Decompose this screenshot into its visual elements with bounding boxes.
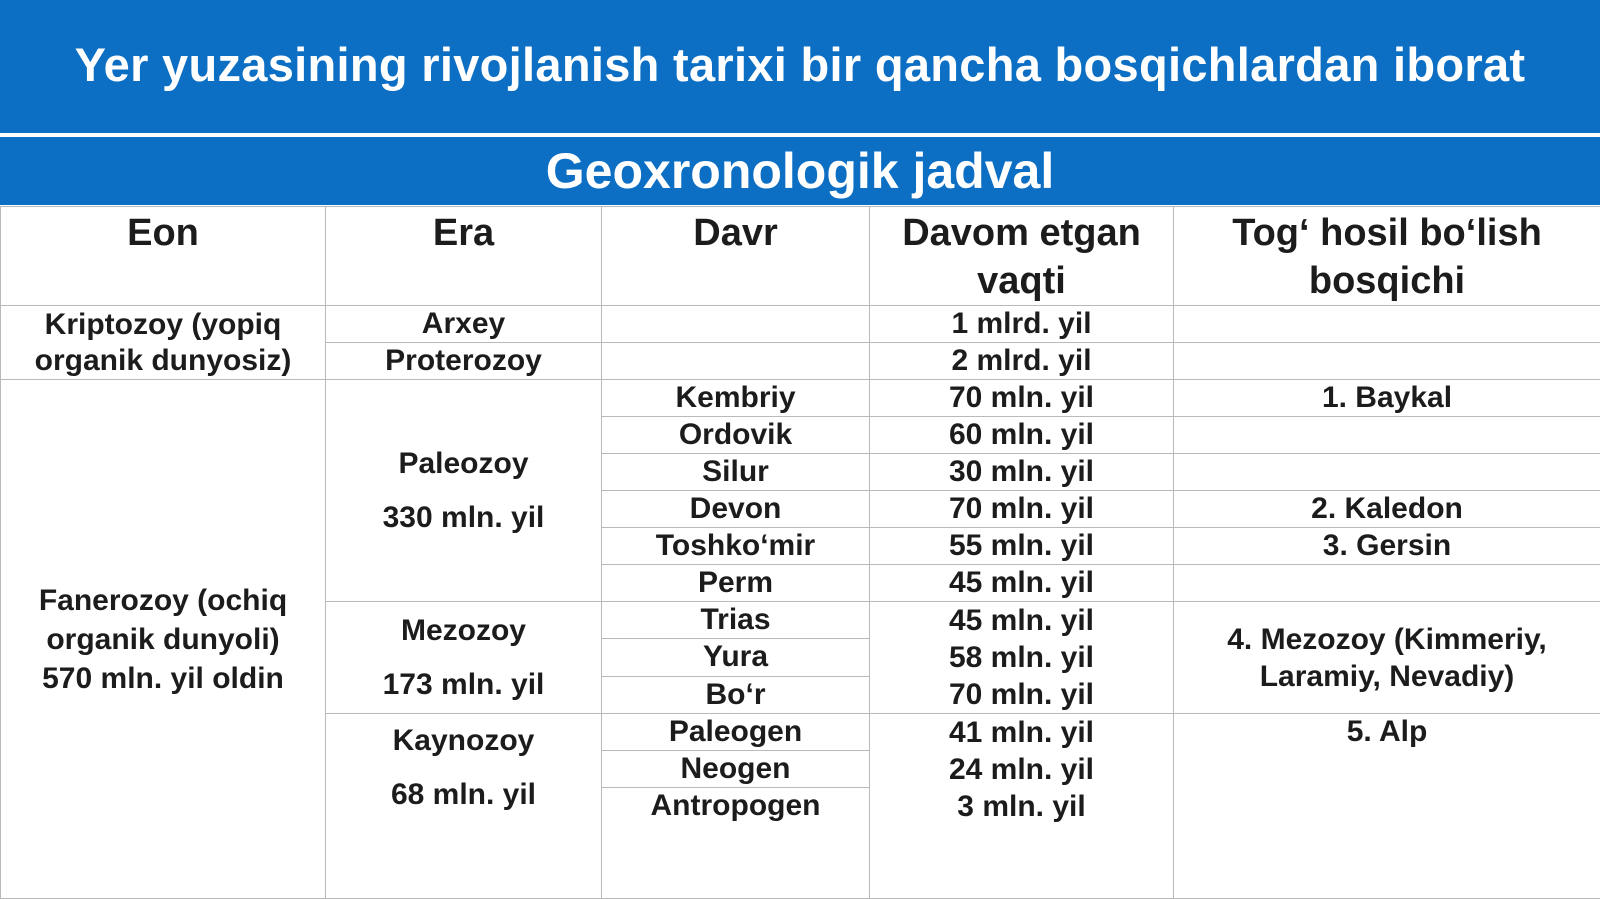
period-cell: Bo‘r [602,676,870,713]
period-cell: Devon [602,491,870,528]
era-arxey: Arxey [326,306,602,343]
duration-cell: 2 mlrd. yil [870,343,1174,380]
header-period: Davr [602,207,870,306]
period-empty [602,824,870,899]
table-row [1,306,1600,343]
duration-cell: 45 mln. yil [870,565,1174,602]
orogeny-empty [1174,565,1600,602]
header-orogeny: Tog‘ hosil bo‘lish bosqichi [1174,207,1600,306]
era-paleozoy [326,380,602,602]
period-cell: Neogen [602,751,870,788]
period-cell: Yura [602,639,870,676]
era-duration: 330 mln. yil [382,500,545,534]
duration-cell: 55 mln. yil [870,528,1174,565]
header-era: Era [326,207,602,306]
period-cell: Trias [602,602,870,639]
duration-cell: 70 mln. yil [870,491,1174,528]
eon-kriptozoy: Kriptozoy (yopiq organik dunyosiz) [1,306,326,380]
duration-cell: 24 mln. yil [948,753,1095,786]
era-duration: 173 mln. yil [382,667,545,701]
duration-cell: 70 mln. yil [870,380,1174,417]
orogeny-empty [1174,306,1600,343]
orogeny-cell: 2. Kaledon [1174,491,1600,528]
era-mezozoy [326,602,602,714]
header-row [1,207,1600,306]
orogeny-cell: 4. Mezozoy (Kimmeriy, Laramiy, Nevadiy) [1174,602,1600,714]
period-cell: Paleogen [602,714,870,751]
orogeny-cell: 1. Baykal [1174,380,1600,417]
era-name: Kaynozoy [392,724,535,757]
eon-fanerozoy: Fanerozoy (ochiq organik dunyoli) 570 mln. yil oldin [1,380,326,899]
period-empty [602,343,870,380]
orogeny-empty [1174,343,1600,380]
duration-cell: 3 mln. yil [957,790,1086,823]
period-cell: Perm [602,565,870,602]
table-row [1,380,1600,417]
period-cell: Kembriy [602,380,870,417]
period-cell: Silur [602,454,870,491]
orogeny-cell: 5. Alp [1174,714,1600,899]
period-empty [602,306,870,343]
page-title: Yer yuzasining rivojlanish tarixi bir qancha bosqichlardan iborat [0,0,1600,133]
era-kaynozoy [326,714,602,899]
orogeny-empty [1174,454,1600,491]
duration-group [870,714,1174,899]
duration-cell: 58 mln. yil [948,641,1095,674]
period-cell: Ordovik [602,417,870,454]
duration-group [870,602,1174,714]
geochronology-table [0,206,1600,899]
duration-cell: 41 mln. yil [948,716,1095,749]
period-cell: Antropogen [602,788,870,825]
table-title: Geoxronologik jadval [0,137,1600,205]
header-eon: Eon [1,207,326,306]
period-cell: Toshko‘mir [602,528,870,565]
duration-cell: 45 mln. yil [948,604,1095,637]
duration-cell: 60 mln. yil [870,417,1174,454]
orogeny-empty [1174,417,1600,454]
duration-cell: 70 mln. yil [948,678,1095,711]
orogeny-cell: 3. Gersin [1174,528,1600,565]
duration-cell: 30 mln. yil [870,454,1174,491]
era-proterozoy: Proterozoy [326,343,602,380]
era-duration: 68 mln. yil [390,778,537,811]
duration-cell: 1 mlrd. yil [870,306,1174,343]
era-name: Mezozoy [400,613,526,647]
era-name: Paleozoy [398,446,529,480]
header-duration: Davom etgan vaqti [870,207,1174,306]
